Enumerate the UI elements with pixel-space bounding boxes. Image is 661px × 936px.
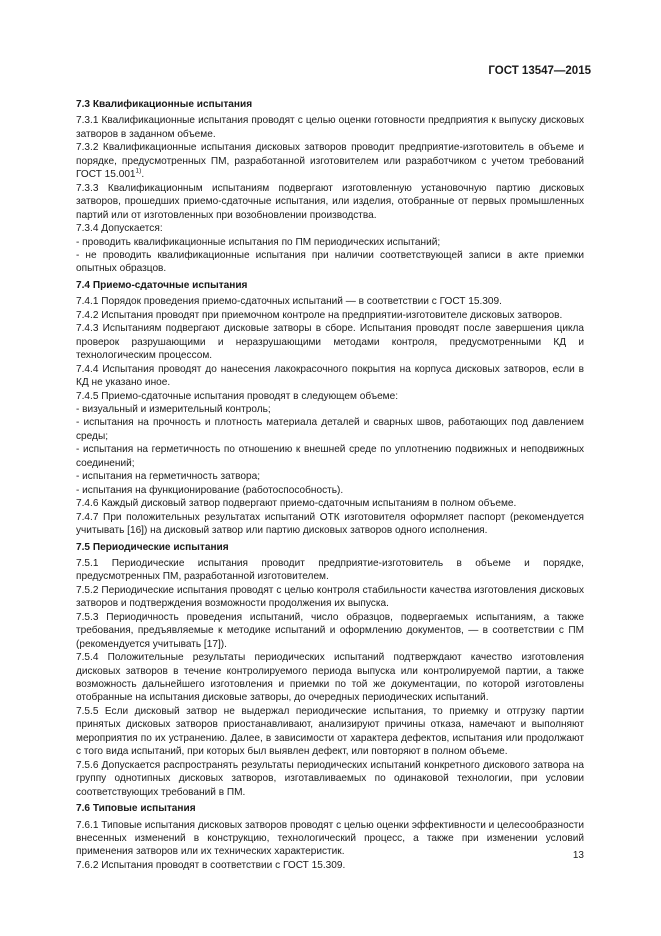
list-item: - визуальный и измерительный контроль;	[76, 403, 271, 415]
paragraph: 7.4.6 Каждый дисковый затвор подвергают приемо-сдаточным испытаниям в полном объеме.	[76, 498, 517, 510]
section-heading-7-5: 7.5 Периодические испытания	[76, 541, 229, 553]
paragraph: 7.3.3 Квалификационным испытаниям подвергают изготовленную установочную партию дисковых затворов, прошедших приемо-сдаточные испытания, или изделия, отобранные от первых промышленных партий или от изготовленных при возобновлении производства.	[76, 182, 584, 221]
list-item: - не проводить квалификационные испытания при наличии соответствующей записи в акте приемки опытных образцов.	[76, 249, 584, 275]
list-item: - испытания на герметичность по отношению к внешней среде по уплотнению подвижных и неподвижных соединений;	[76, 444, 584, 469]
paragraph: 7.5.1 Периодические испытания проводит предприятие-изготовитель в объеме и порядке, предусмотренных ПМ, разработанной изготовителем.	[76, 557, 584, 583]
paragraph: 7.5.2 Периодические испытания проводят с целью контроля стабильности качества изготовления дисковых затворов и подтверждения возможности продолжения их выпуска.	[76, 584, 584, 610]
paragraph: 7.4.5 Приемо-сдаточные испытания проводят в следующем объеме:	[76, 390, 399, 402]
paragraph: 7.5.4 Положительные результаты периодических испытаний подтверждают качество изготовления дисковых затворов в течение контролируемого периода выпуска или контролируемой партии, а также возможность дальнейшего изготовления и приемки по той же документации, по которой изготовлены отобранные на испытания дисковые затворы, до очередных периодических испытаний.	[76, 652, 584, 704]
paragraph: 7.3.4 Допускается:	[76, 223, 163, 235]
footnote-marker: 1)	[135, 167, 142, 175]
paragraph: 7.5.5 Если дисковый затвор не выдержал периодические испытания, то приемку и отгрузку партии принятых дисковых затворов приостанавливают, анализируют причины отказа, намечают и выполняют мероприятия по их устранению. Далее, в зависимости от характера дефектов, испытания или продолжают с того вида испытаний, при которых был выявлен дефект, или повторяют в полном объеме.	[76, 705, 584, 758]
paragraph: 7.5.3 Периодичность проведения испытаний, число образцов, подвергаемых испытаниям, а также требования, предъявляемые к методике испытаний и оформлению документов, — в соответствии с ПМ (рекомендуется учитывать [17]).	[76, 611, 584, 650]
paragraph-end: .	[141, 169, 145, 181]
paragraph: 7.4.4 Испытания проводят до нанесения лакокрасочного покрытия на корпуса дисковых затворов, если в КД не указано иное.	[76, 363, 584, 389]
paragraph: 7.4.3 Испытаниям подвергают дисковые затворы в сборе. Испытания проводят после завершения цикла проверок разрушающими и неразрушающими методами контроля, предусмотренными КД и технологическим процессом.	[76, 323, 584, 362]
paragraph: 7.5.6 Допускается распространять результаты периодических испытаний конкретного дискового затвора на группу однотипных дисковых затворов, изготавливаемых по одинаковой технологии, при условии соответствующих требований в ПМ.	[76, 759, 584, 798]
section-heading-7-3: 7.3 Квалификационные испытания	[76, 99, 253, 110]
document-code: ГОСТ 13547—2015	[488, 65, 591, 77]
paragraph: 7.6.2 Испытания проводят в соответствии с ГОСТ 15.309.	[76, 859, 346, 871]
list-item: - испытания на герметичность затвора;	[76, 471, 261, 483]
list-item: - испытания на функционирование (работоспособность).	[76, 484, 344, 496]
paragraph-text: 7.3.2 Квалификационные испытания дисковых затворов проводит предприятие-изготовитель в объеме и порядке, предусмотренных ПМ, разработанной изготовителем или разработчиком с учетом требований ГОСТ 15.001	[76, 142, 584, 181]
paragraph: 7.4.2 Испытания проводят при приемочном контроле на предприятии-изготовителе дисковых затворов.	[76, 309, 563, 321]
document-body	[76, 98, 584, 872]
paragraph: 7.4.1 Порядок проведения приемо-сдаточных испытаний — в соответствии с ГОСТ 15.309.	[76, 296, 502, 308]
page-number: 13	[572, 850, 584, 861]
paragraph: 7.4.7 При положительных результатах испытаний ОТК изготовителя оформляет паспорт (рекомендуется учитывать [16]) на дисковый затвор или партию дисковых затворов одного исполнения.	[76, 511, 584, 537]
paragraph: 7.6.1 Типовые испытания дисковых затворов проводят с целью оценки эффективности и целесообразности внесенных изменений в конструкцию, технологический процесс, а также при изменении условий применения затворов или их технических характеристик.	[76, 819, 584, 858]
paragraph: 7.3.1 Квалификационные испытания проводят с целью оценки готовности предприятия к выпуску дисковых затворов в заданном объеме.	[76, 115, 584, 140]
list-item: - испытания на прочность и плотность материала деталей и сварных швов, работающих под давлением среды;	[76, 417, 584, 442]
section-heading-7-4: 7.4 Приемо-сдаточные испытания	[76, 279, 248, 291]
section-heading-7-6: 7.6 Типовые испытания	[76, 803, 196, 815]
list-item: - проводить квалификационные испытания по ПМ периодических испытаний;	[76, 236, 441, 248]
paragraph	[76, 141, 584, 181]
